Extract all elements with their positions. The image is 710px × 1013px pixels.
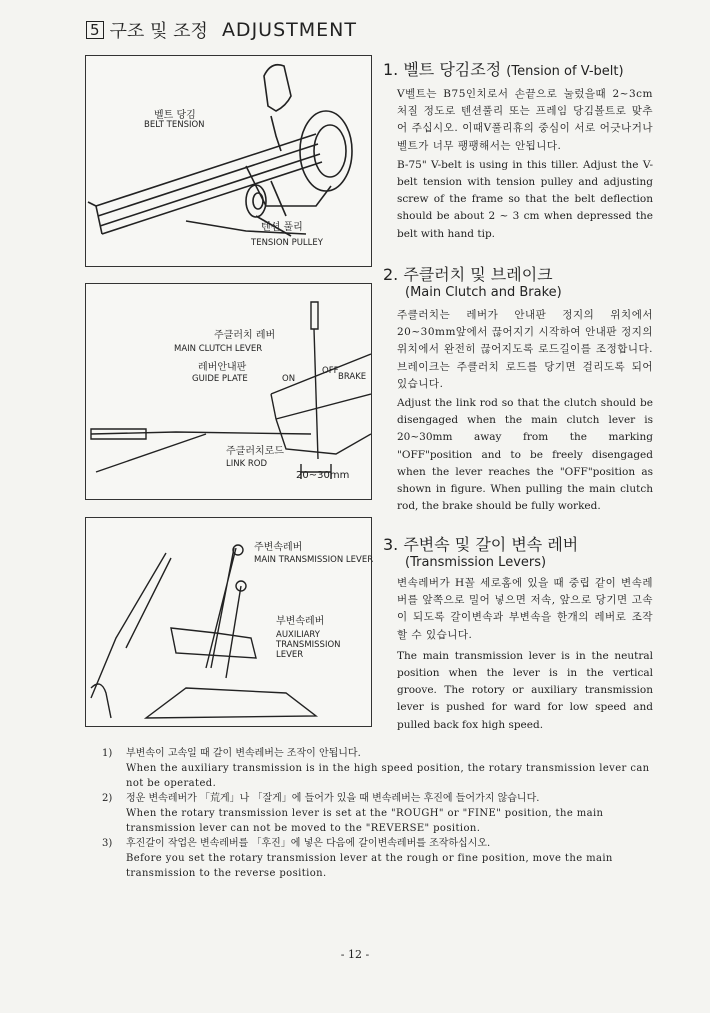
on-label: ON xyxy=(282,374,296,384)
note-item: 2) 정운 변속레버가 「荒게」나 「잘게」에 들어가 있을 때 변속레버는 후진에 들어가지 않습니다. When the rotary transmission lever is set at the "ROUGH" or "FINE" position, the main transmission lever can not be moved to the "REVERSE" position. xyxy=(102,791,662,836)
link-rod-label-ko: 주클러치로드 xyxy=(226,446,284,457)
section-1-english-text: B-75" V-belt is using in this tiller. Adjust the V-belt tension with tension pulley and adjusting screw of the frame so that the belt deflection should be about 2 ~ 3 cm when depressed the belt with hand tip. xyxy=(397,158,653,240)
belt-tension-label-en: BELT TENSION xyxy=(144,120,205,130)
section-2-english-text: Adjust the link rod so that the clutch should be disengaged when the main clutch lever is 20~30mm away from the marking "OFF"position and to be freely disengaged when the lever reaches the "OFF"position as shown in figure. When pulling the main clutch rod, the brake should be fully worked. xyxy=(397,397,653,513)
belt-tension-label-ko: 벨트 당김 xyxy=(154,110,196,121)
note-3-korean: 후진갈이 작업은 변속레버를 「후진」에 넣은 다음에 갈이변속레버를 조작하십시오. xyxy=(126,838,491,849)
section-2-heading: 2. 주클러치 및 브레이크 xyxy=(383,265,553,284)
note-2-korean: 정운 변속레버가 「荒게」나 「잘게」에 들어가 있을 때 변속레버는 후진에 들어가지 않습니다. xyxy=(126,793,540,804)
brake-label: BRAKE xyxy=(338,372,367,382)
section-1-korean-text: V벨트는 B75인치로서 손끝으로 눌렀을때 2~3cm처질 정도로 텐션풀리 또는 프레임 당김볼트로 맞추어 주십시오. 이때V풀리휴의 중심이 서로 어긋나거나 벨트가 너무 팽팽해서는 안됩니다. xyxy=(397,88,653,152)
belt-tension-illustration xyxy=(86,56,371,266)
note-item: 3) 후진갈이 작업은 변속레버를 「후진」에 넣은 다음에 갈이변속레버를 조작하십시오. Before you set the rotary transmission lever at the rough or fine position, move the main transmission to the reverse position. xyxy=(102,836,662,881)
link-rod-label-en: LINK ROD xyxy=(226,459,268,469)
note-item: 1) 부변속이 고속일 때 갈이 변속레버는 조작이 안됩니다. When the auxiliary transmission is in the high speed position, the rotary transmission lever can not be operated. xyxy=(102,746,662,791)
main-transmission-lever-label-ko: 주변속레버 xyxy=(254,542,303,553)
section-belt-tension xyxy=(383,60,653,243)
transmission-levers-figure xyxy=(85,517,372,727)
note-1-korean: 부변속이 고속일 때 갈이 변속레버는 조작이 안됩니다. xyxy=(126,748,361,759)
belt-tension-figure xyxy=(85,55,372,267)
note-2-english: When the rotary transmission lever is set at the "ROUGH" or "FINE" position, the main transmission lever can not be moved to the "REVERSE" position. xyxy=(126,808,604,834)
header-title-ko: 구조 및 조정 xyxy=(109,21,208,42)
section-3-heading: 3. 주변속 및 갈이 변속 레버 xyxy=(383,535,579,554)
note-3-english: Before you set the rotary transmission lever at the rough or fine position, move the main transmission to the reverse position. xyxy=(126,853,613,879)
guide-plate-label-en: GUIDE PLATE xyxy=(192,374,248,384)
auxiliary-lever-label-en: AUXILIARY TRANSMISSION LEVER xyxy=(276,630,341,660)
stroke-dimension-label: 20~30mm xyxy=(296,470,350,481)
section-main-clutch xyxy=(383,265,653,515)
main-transmission-lever-label-en: MAIN TRANSMISSION LEVER xyxy=(254,555,374,565)
header-title-en: ADJUSTMENT xyxy=(221,19,357,41)
main-clutch-figure xyxy=(85,283,372,500)
notes-list xyxy=(102,746,662,881)
page-header xyxy=(86,16,406,44)
auxiliary-lever-label-ko: 부변속레버 xyxy=(276,616,325,627)
main-clutch-lever-label-en: MAIN CLUTCH LEVER xyxy=(174,344,263,354)
section-transmission-levers xyxy=(383,535,653,734)
note-1-english: When the auxiliary transmission is in the high speed position, the rotary transmission lever can not be operated. xyxy=(126,763,650,789)
section-number: 5 xyxy=(86,21,104,39)
section-2-subheading: (Main Clutch and Brake) xyxy=(405,285,562,300)
section-1-heading: 1. 벨트 당김조정 (Tension of V-belt) xyxy=(383,60,624,79)
off-label: OFF xyxy=(322,366,339,376)
section-3-subheading: (Transmission Levers) xyxy=(405,555,547,570)
guide-plate-label-ko: 레버안내판 xyxy=(198,362,247,373)
main-clutch-lever-label-ko: 주클러치 레버 xyxy=(214,330,276,341)
transmission-levers-illustration xyxy=(86,518,374,726)
tension-pulley-label-en: TENSION PULLEY xyxy=(251,238,323,248)
section-3-korean-text: 변속레버가 H꼴 세로홈에 있을 때 중립 같이 변속레버를 앞쪽으로 밀어 넣으면 저속, 앞으로 당기면 고속이 되도록 갈이변속과 부변속을 한개의 레버로 조작할 수 있습니다. xyxy=(397,577,653,641)
section-3-english-text: The main transmission lever is in the neutral position when the lever is in the vertical groove. The rotory or auxiliary transmission lever is pushed for ward for low speed and pulled back fox high speed. xyxy=(397,649,653,731)
section-2-korean-text: 주클러치는 레버가 안내판 정지의 위치에서 20~30mm앞에서 끊어지기 시작하여 안내판 정지의 위치에서 완전히 끊어지도록 로드길이를 조정합니다. 브레이크는 주클러치 로드를 당기면 걸리도록 되어 있습니다. xyxy=(397,309,653,390)
page-number: - 12 - xyxy=(340,948,370,961)
tension-pulley-label-ko: 텐션 풀리 xyxy=(261,222,303,233)
